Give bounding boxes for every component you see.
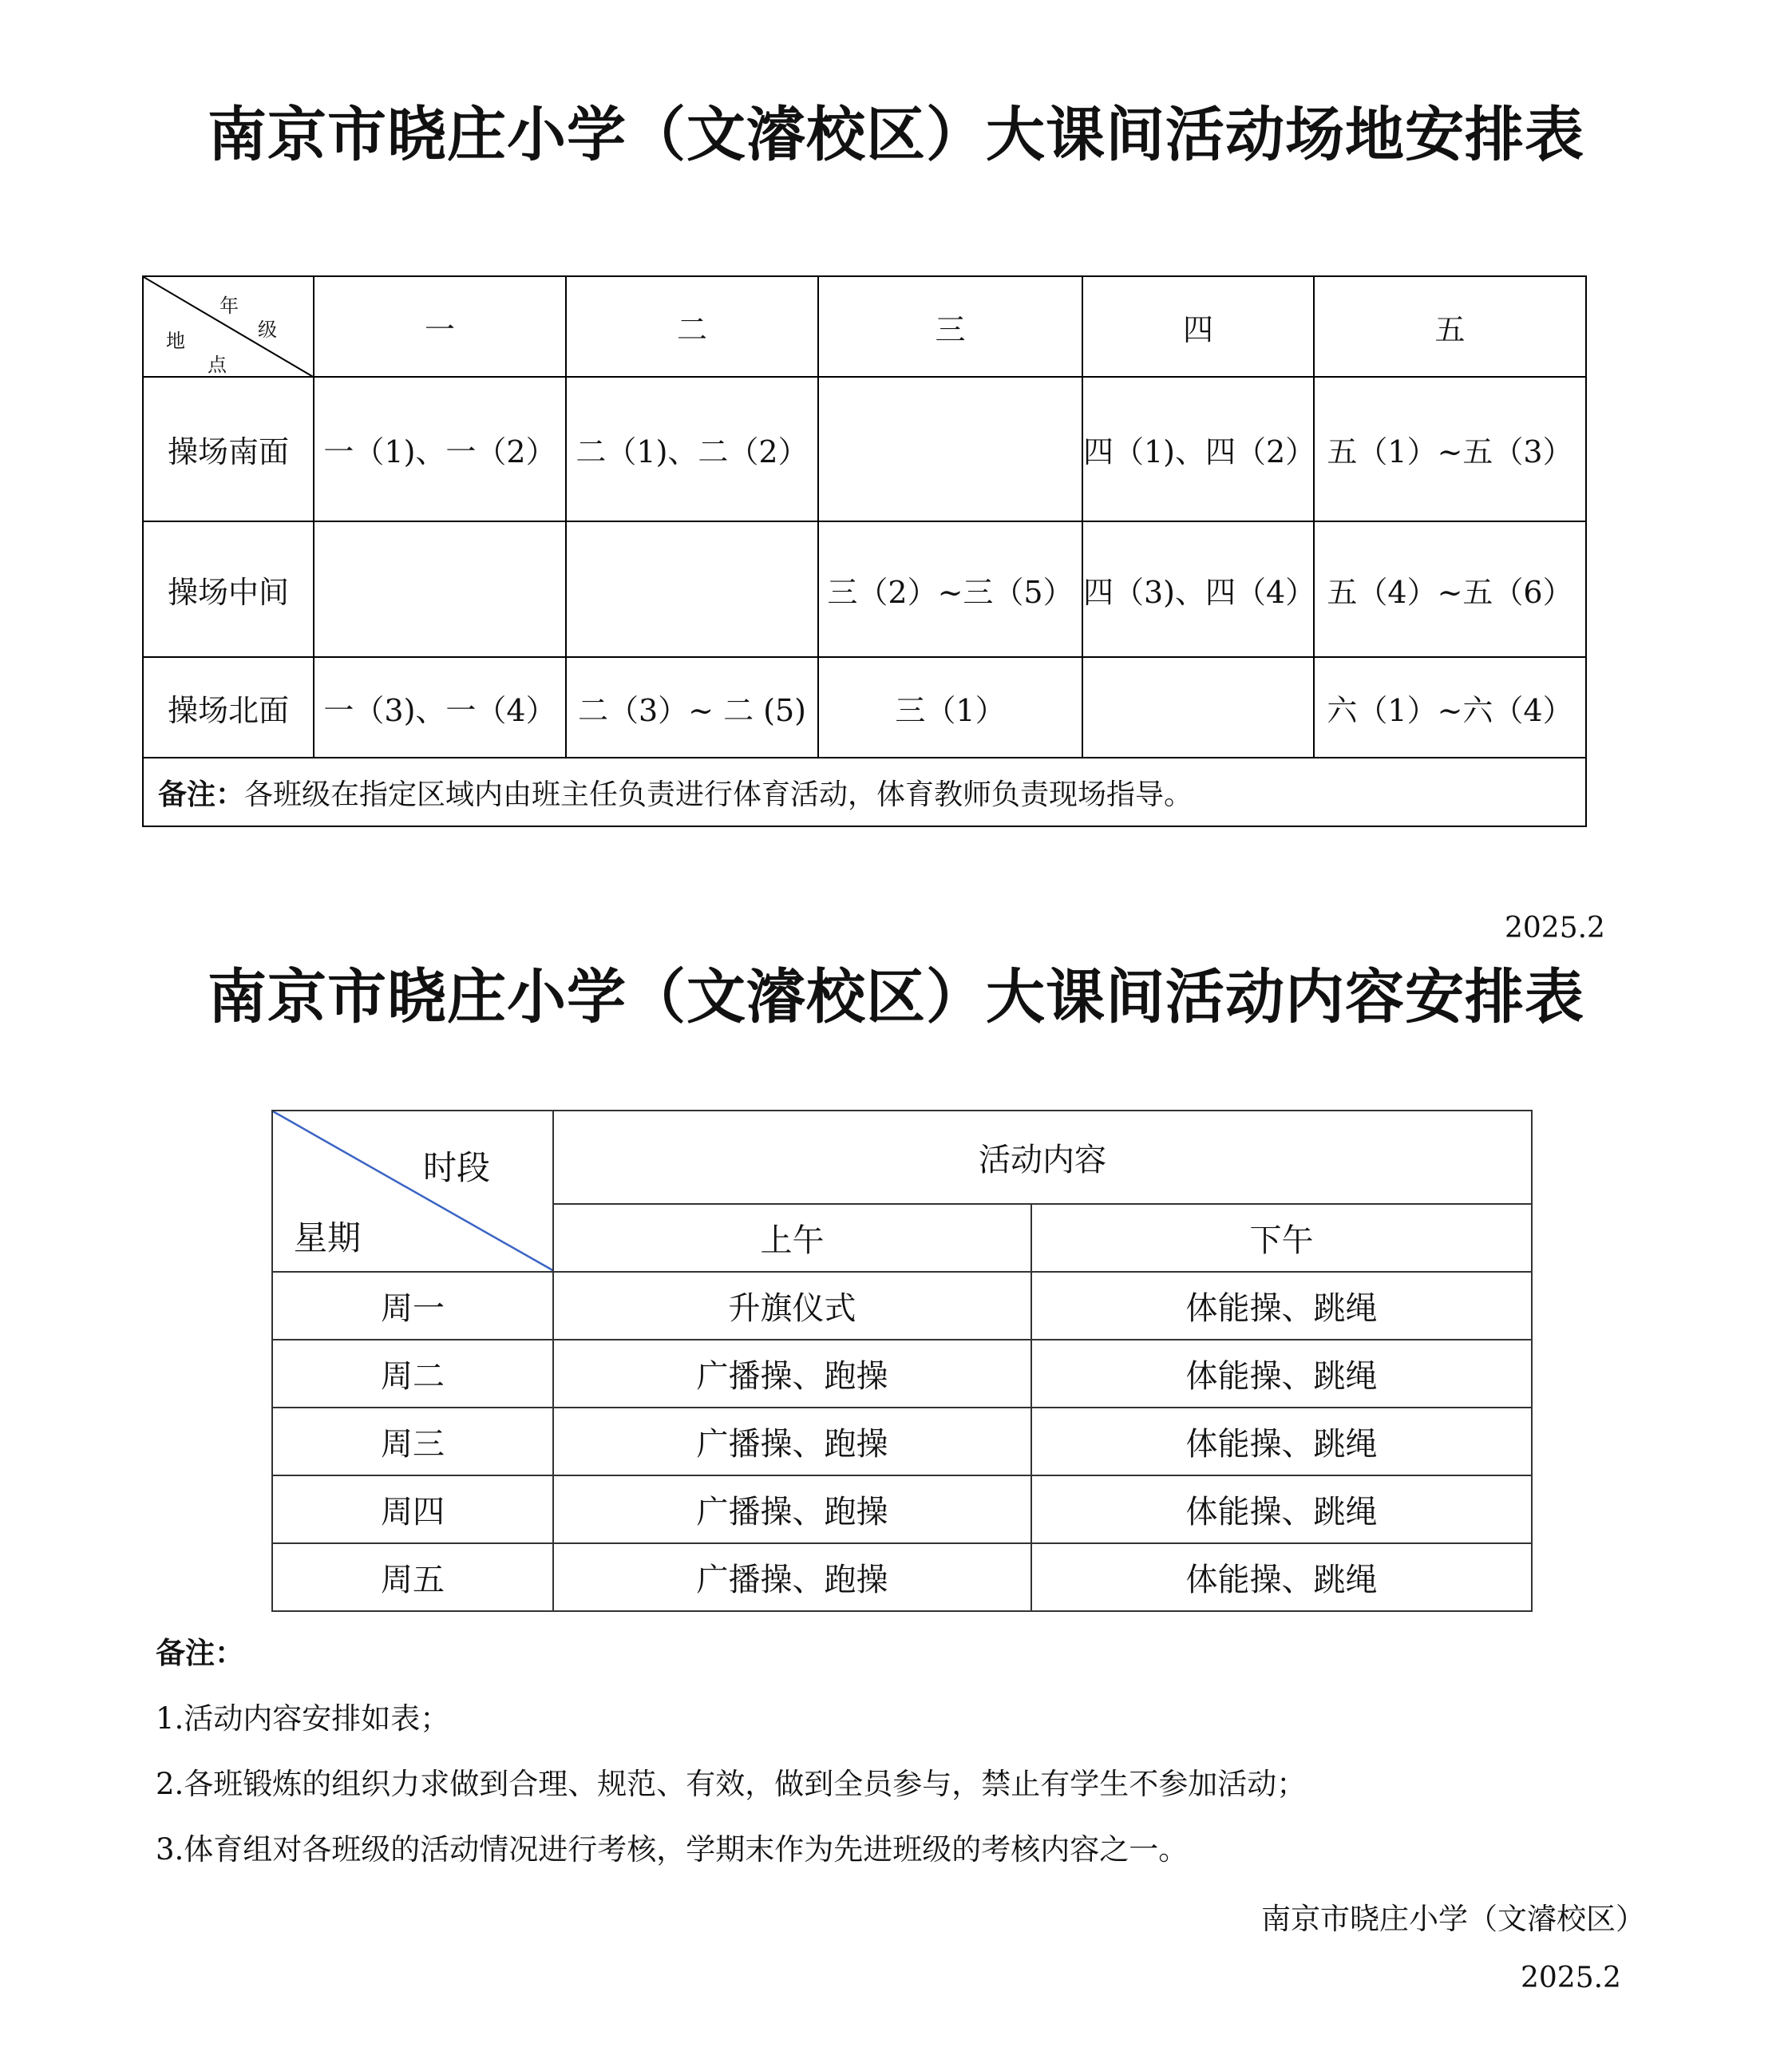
table-row bbox=[272, 1543, 1532, 1611]
signature-date: 2025.2 bbox=[1521, 1962, 1621, 1994]
activity-content-header: 活动内容 bbox=[553, 1111, 1532, 1204]
corner-di-label: 地 bbox=[166, 330, 185, 352]
venue-schedule-table bbox=[142, 275, 1587, 827]
class-cell: 三（2）~三（5） bbox=[818, 521, 1082, 657]
class-cell: 一（3)、一（4） bbox=[314, 657, 566, 758]
class-cell: 五（1）~五（3） bbox=[1314, 377, 1586, 521]
table-row bbox=[143, 377, 1586, 521]
grade-header-5: 五 bbox=[1314, 276, 1586, 377]
class-cell: 三（1） bbox=[818, 657, 1082, 758]
morning-cell: 升旗仪式 bbox=[553, 1272, 1031, 1340]
afternoon-cell: 体能操、跳绳 bbox=[1031, 1272, 1532, 1340]
morning-cell: 广播操、跑操 bbox=[553, 1408, 1031, 1475]
corner-weekday-label: 星期 bbox=[294, 1218, 362, 1257]
morning-header: 上午 bbox=[553, 1204, 1031, 1272]
table-row bbox=[272, 1272, 1532, 1340]
grade-header-1: 一 bbox=[314, 276, 566, 377]
weekday-cell: 周一 bbox=[272, 1272, 553, 1340]
notes-label: 备注： bbox=[156, 1635, 244, 1670]
morning-cell: 广播操、跑操 bbox=[553, 1543, 1031, 1611]
morning-cell: 广播操、跑操 bbox=[553, 1475, 1031, 1543]
class-cell: 二（1)、二（2） bbox=[566, 377, 818, 521]
table-row bbox=[272, 1475, 1532, 1543]
note-item-1: 1.活动内容安排如表； bbox=[156, 1701, 450, 1736]
table-row bbox=[272, 1340, 1532, 1408]
afternoon-cell: 体能操、跳绳 bbox=[1031, 1475, 1532, 1543]
table-header-row bbox=[272, 1111, 1532, 1204]
content-table-title: 南京市晓庄小学（文濬校区）大课间活动内容安排表 bbox=[208, 963, 1584, 1032]
content-schedule-table bbox=[271, 1110, 1533, 1612]
table-row bbox=[272, 1408, 1532, 1475]
class-cell bbox=[818, 377, 1082, 521]
corner-header-cell bbox=[272, 1111, 553, 1272]
corner-grade-label: 年 bbox=[220, 295, 239, 317]
weekday-cell: 周五 bbox=[272, 1543, 553, 1611]
table-row bbox=[143, 521, 1586, 657]
afternoon-cell: 体能操、跳绳 bbox=[1031, 1408, 1532, 1475]
afternoon-cell: 体能操、跳绳 bbox=[1031, 1543, 1532, 1611]
afternoon-cell: 体能操、跳绳 bbox=[1031, 1340, 1532, 1408]
class-cell: 四（1)、四（2） bbox=[1082, 377, 1314, 521]
afternoon-header: 下午 bbox=[1031, 1204, 1532, 1272]
class-cell bbox=[566, 521, 818, 657]
class-cell: 五（4）~五（6） bbox=[1314, 521, 1586, 657]
table-header-row bbox=[143, 276, 1586, 377]
grade-header-2: 二 bbox=[566, 276, 818, 377]
location-cell: 操场南面 bbox=[143, 377, 314, 521]
class-cell: 四（3)、四（4） bbox=[1082, 521, 1314, 657]
note-item-3: 3.体育组对各班级的活动情况进行考核，学期末作为先进班级的考核内容之一。 bbox=[156, 1832, 1189, 1867]
morning-cell: 广播操、跑操 bbox=[553, 1340, 1031, 1408]
grade-header-3: 三 bbox=[818, 276, 1082, 377]
venue-note-label: 备注： bbox=[158, 777, 245, 811]
venue-date: 2025.2 bbox=[1505, 912, 1605, 944]
location-cell: 操场中间 bbox=[143, 521, 314, 657]
weekday-cell: 周二 bbox=[272, 1340, 553, 1408]
location-cell: 操场北面 bbox=[143, 657, 314, 758]
class-cell: 六（1）~六（4） bbox=[1314, 657, 1586, 758]
grade-header-4: 四 bbox=[1082, 276, 1314, 377]
class-cell bbox=[314, 521, 566, 657]
note-row bbox=[143, 758, 1586, 826]
weekday-cell: 周四 bbox=[272, 1475, 553, 1543]
signature-school-name: 南京市晓庄小学（文濬校区） bbox=[1261, 1902, 1645, 1936]
corner-dian-label: 点 bbox=[208, 354, 227, 376]
corner-ji-label: 级 bbox=[258, 319, 277, 341]
corner-header-cell bbox=[143, 276, 314, 377]
venue-note-text: 各班级在指定区域内由班主任负责进行体育活动，体育教师负责现场指导。 bbox=[244, 778, 1193, 811]
table-row bbox=[143, 657, 1586, 758]
note-item-2: 2.各班锻炼的组织力求做到合理、规范、有效，做到全员参与，禁止有学生不参加活动； bbox=[156, 1767, 1307, 1801]
class-cell bbox=[1082, 657, 1314, 758]
venue-table-title: 南京市晓庄小学（文濬校区）大课间活动场地安排表 bbox=[208, 101, 1584, 169]
class-cell: 一（1)、一（2） bbox=[314, 377, 566, 521]
corner-period-label: 时段 bbox=[423, 1148, 491, 1187]
class-cell: 二（3）~ 二 (5) bbox=[566, 657, 818, 758]
venue-note-cell bbox=[143, 758, 1586, 826]
weekday-cell: 周三 bbox=[272, 1408, 553, 1475]
